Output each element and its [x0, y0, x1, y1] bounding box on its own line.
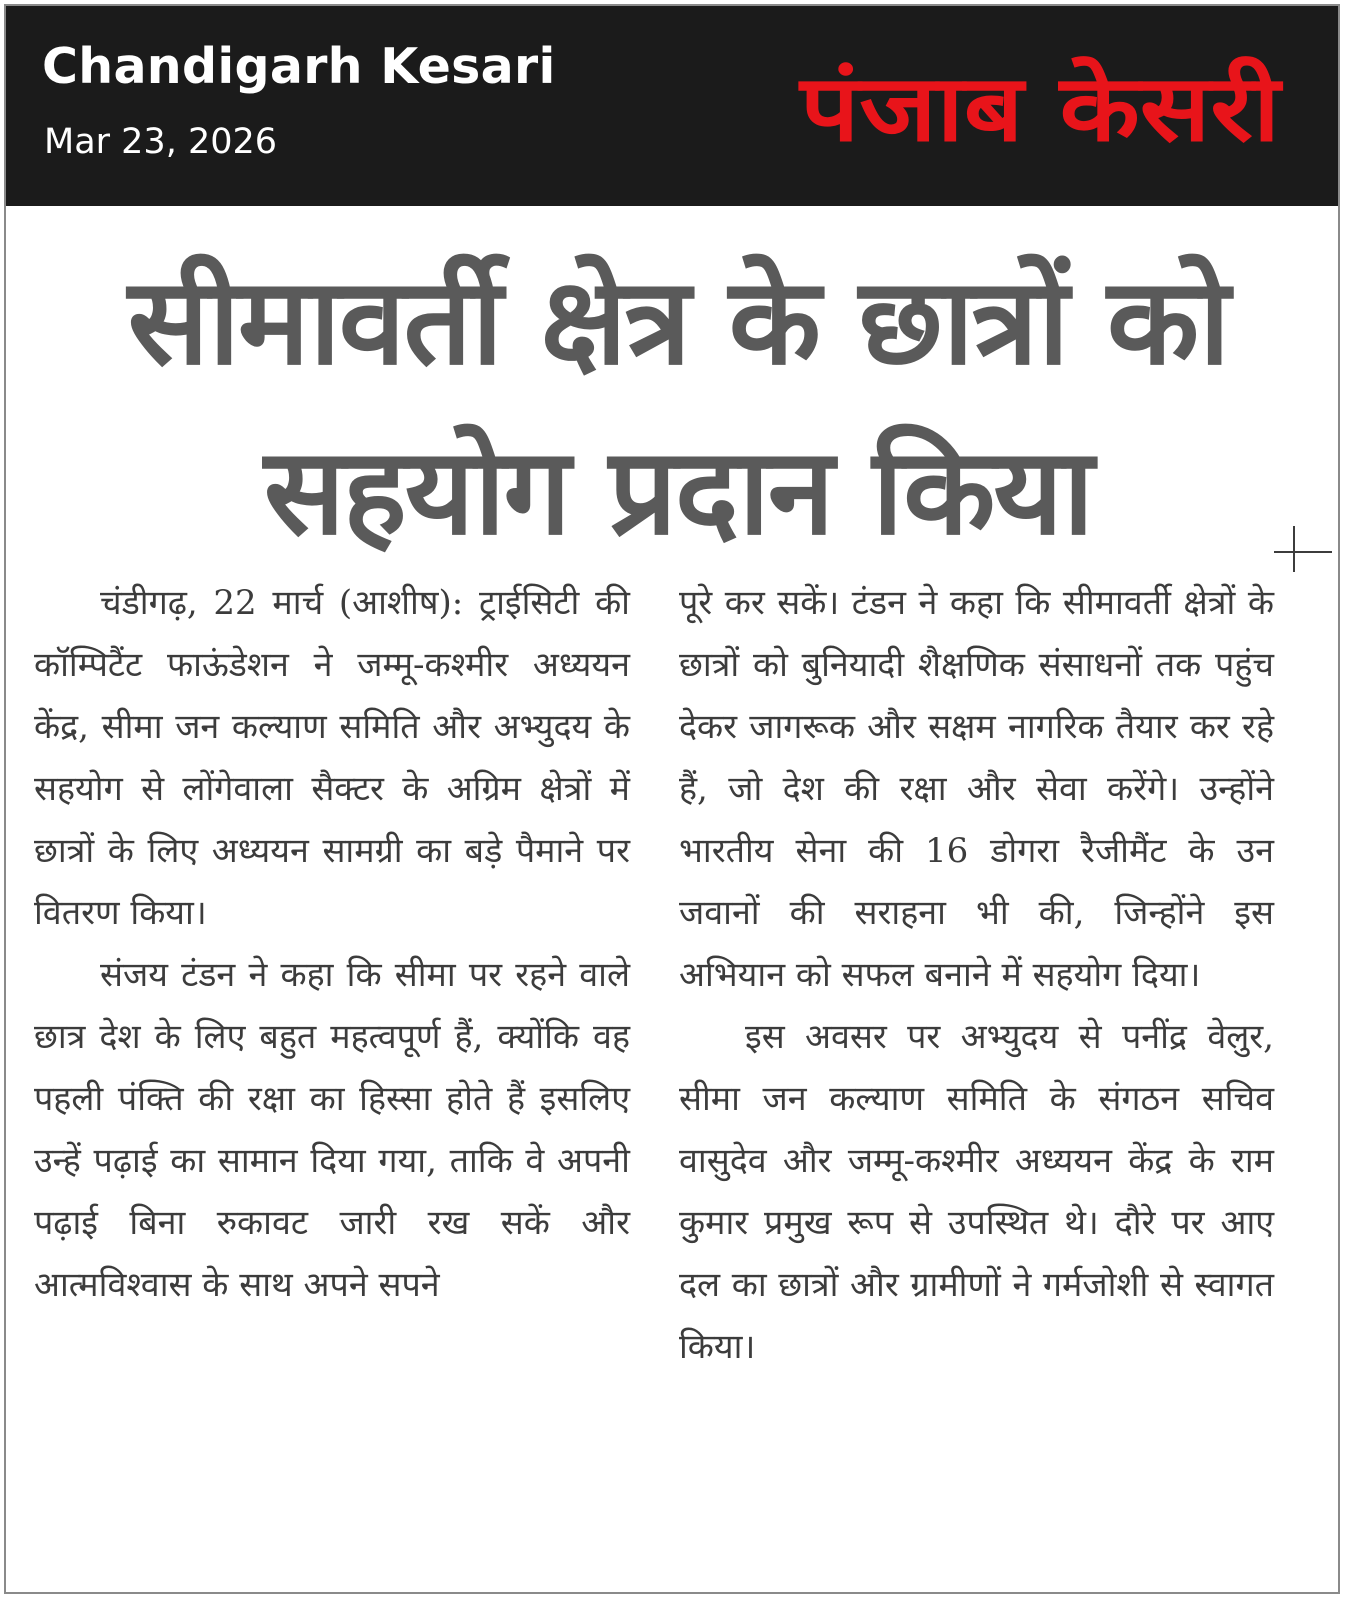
news-article: [14, 212, 1332, 1590]
clipping-header: [6, 6, 1338, 206]
article-paragraph: संजय टंडन ने कहा कि सीमा पर रहने वाले छात्र देश के लिए बहुत महत्वपूर्ण हैं, क्योंकि वह पहली पंक्ति की रक्षा का हिस्सा होते हैं इसलिए उन्हें पढ़ाई का सामान दिया गया, ताकि वे अपनी पढ़ाई बिना रुकावट जारी रख सकें और आत्मविश्वास के साथ अपने सपने: [34, 955, 630, 1305]
article-paragraph: चंडीगढ़, 22 मार्च (आशीष): ट्राईसिटी की कॉम्पिटैंट फाऊंडेशन ने जम्मू-कश्मीर अध्ययन केंद्र, सीमा जन कल्याण समिति और अभ्युदय के सहयोग से लोंगेवाला सैक्टर के अग्रिम क्षेत्रों में छात्रों के लिए अध्ययन सामग्री का बड़े पैमाने पर वितरण किया।: [34, 583, 630, 933]
article-paragraph: पूरे कर सकें। टंडन ने कहा कि सीमावर्ती क्षेत्रों के छात्रों को बुनियादी शैक्षणिक संसाधनों तक पहुंच देकर जागरूक और सक्षम नागरिक तैयार कर रहे हैं, जो देश की रक्षा और सेवा करेंगे। उन्होंने भारतीय सेना की 16 डोगरा रैजीमैंट के उन जवानों की सराहना भी की, जिन्होंने इस अभियान को सफल बनाने में सहयोग दिया।: [679, 583, 1274, 995]
article-headline: सीमावर्ती क्षेत्र के छात्रों को सहयोग प्रदान किया: [127, 253, 1229, 562]
article-column-right: [679, 572, 1274, 1378]
publication-name: Chandigarh Kesari: [42, 38, 556, 95]
article-paragraph: इस अवसर पर अभ्युदय से पनींद्र वेलुर, सीमा जन कल्याण समिति के संगठन सचिव वासुदेव और जम्मू-कश्मीर अध्ययन केंद्र के राम कुमार प्रमुख रूप से उपस्थित थे। दौरे पर आए दल का छात्रों और ग्रामीणों ने गर्मजोशी से स्वागत किया।: [679, 1017, 1274, 1367]
clipping-frame: [4, 4, 1340, 1594]
crosshair-mark-icon: [1274, 512, 1334, 572]
article-column-left: [34, 572, 630, 1316]
logo-text: पंजाब केसरी: [797, 55, 1284, 162]
publication-date: Mar 23, 2026: [44, 122, 278, 162]
punjab-kesari-logo: [790, 44, 1290, 164]
